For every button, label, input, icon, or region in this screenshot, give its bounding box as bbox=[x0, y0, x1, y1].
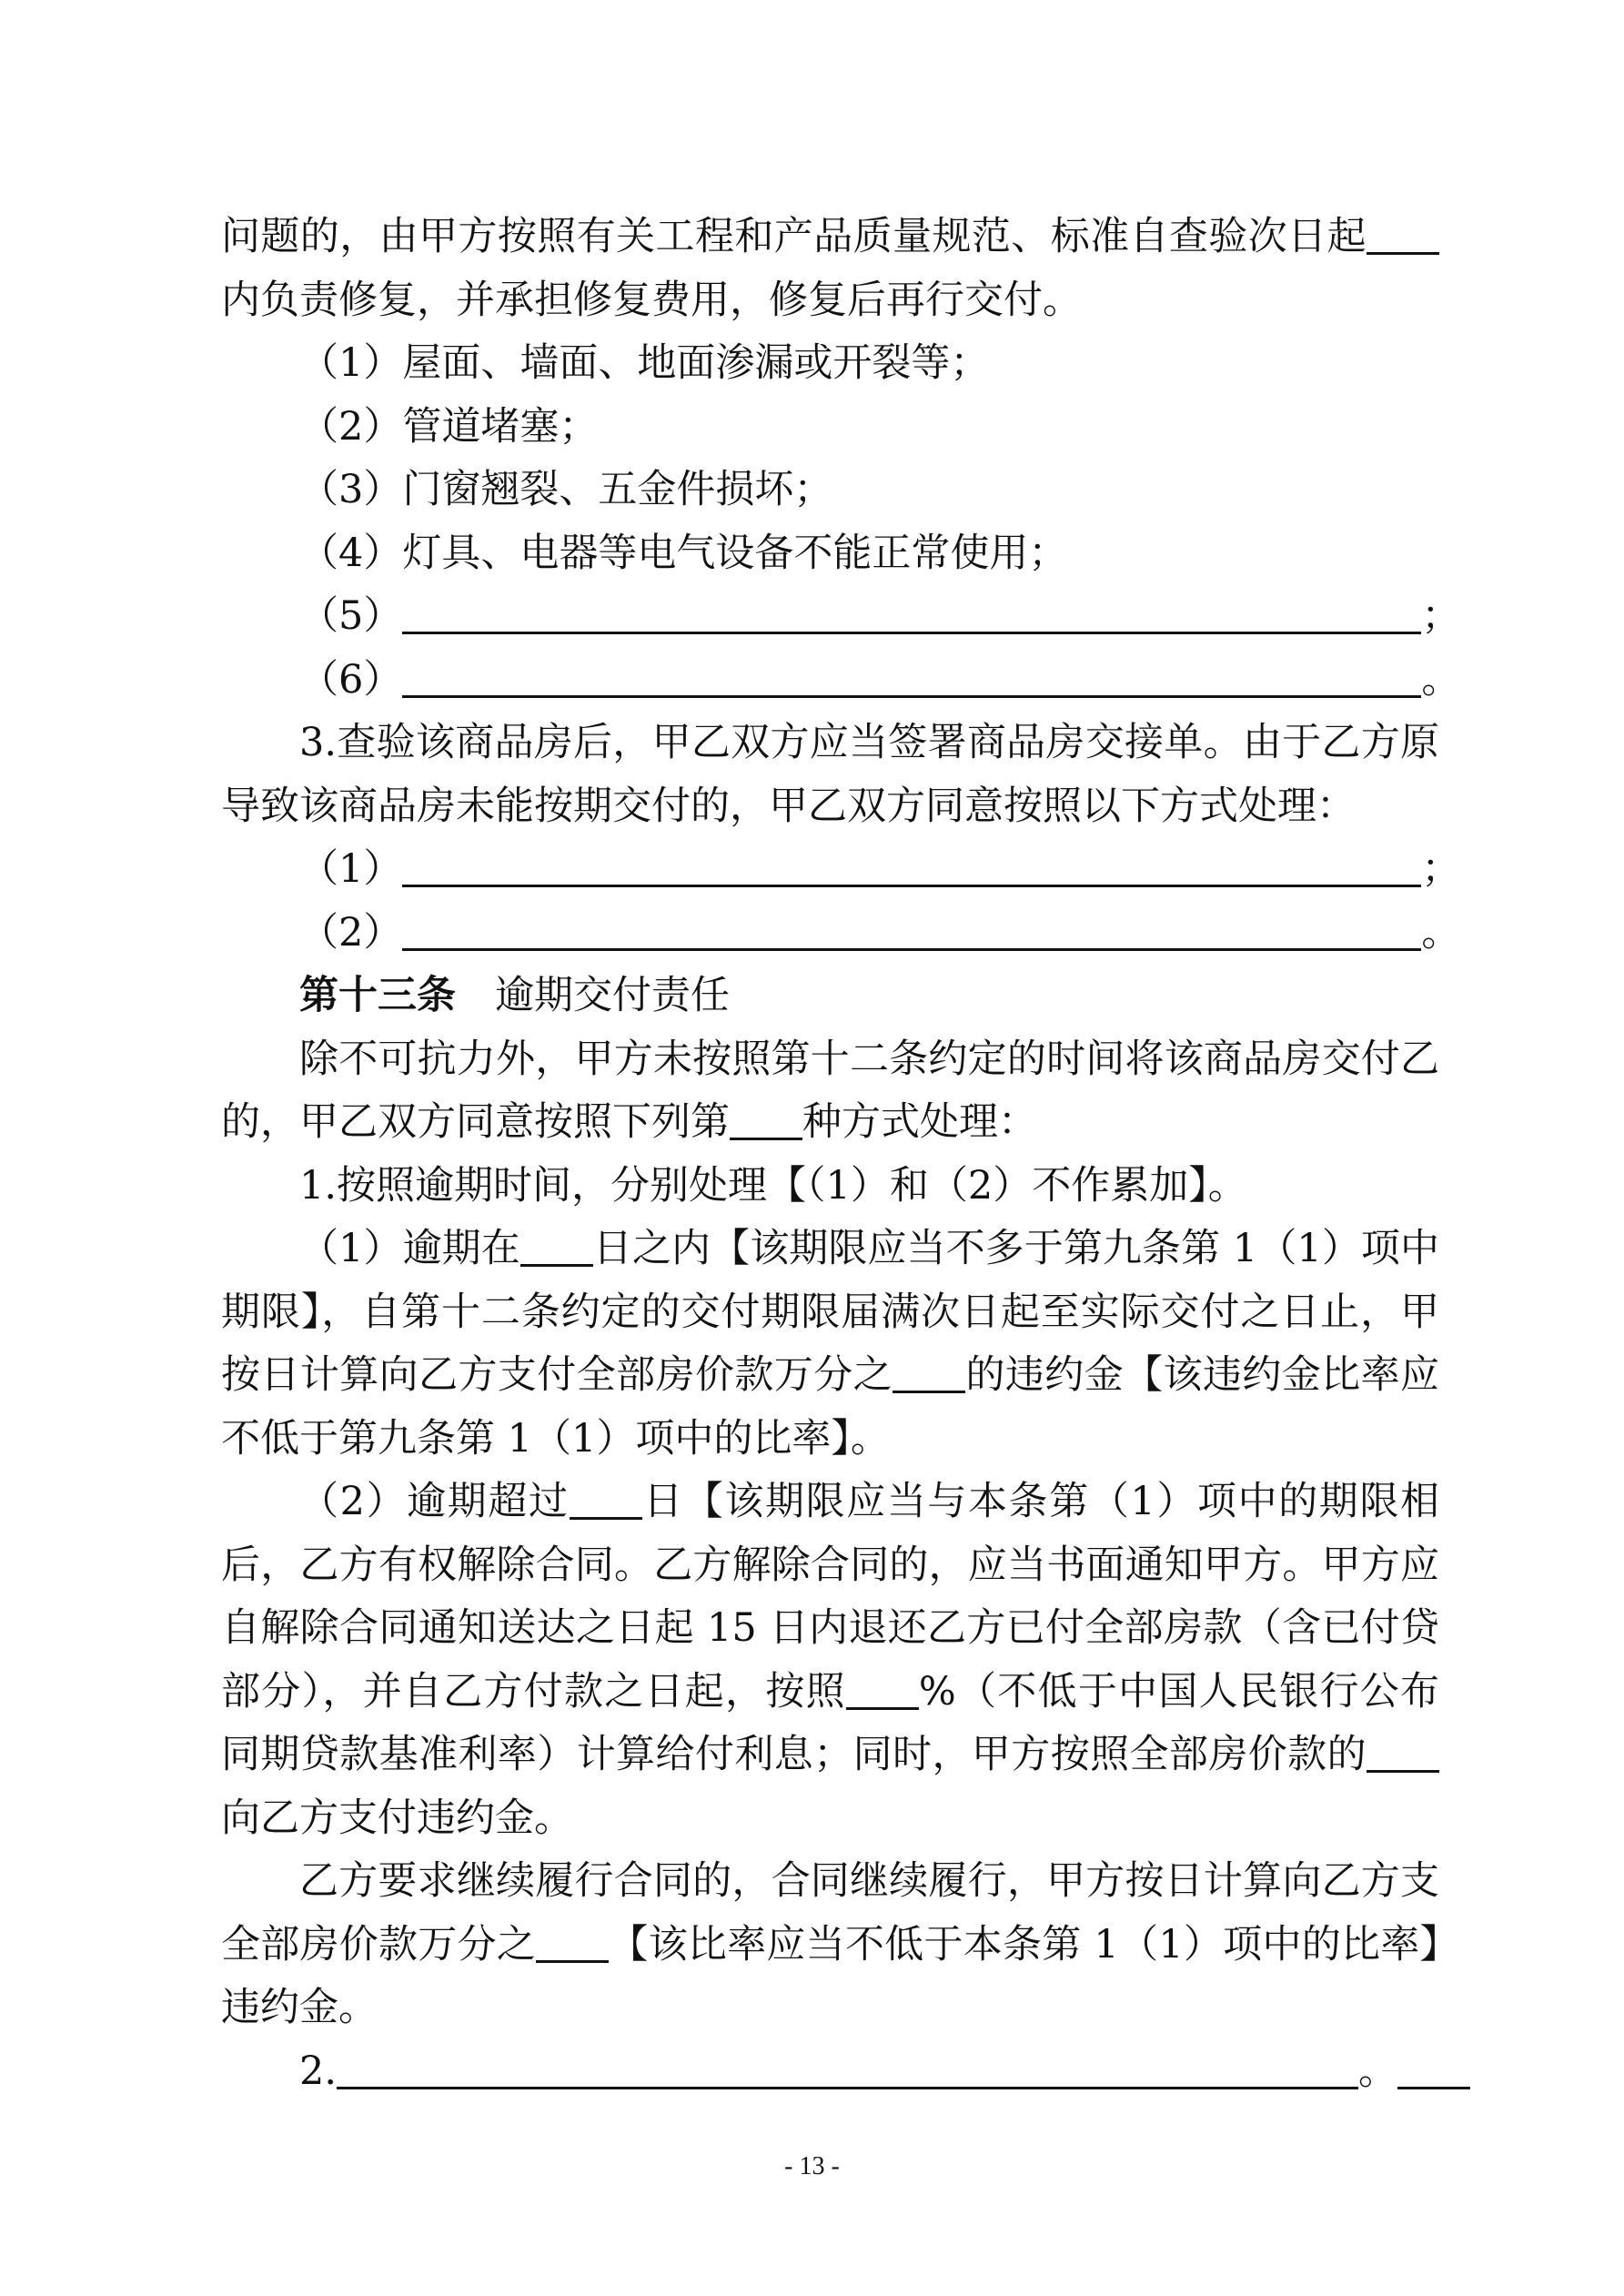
text-line bbox=[221, 395, 1439, 459]
text-line bbox=[221, 1849, 1439, 1913]
text-segment: （2）逾期超过 bbox=[299, 1479, 570, 1524]
text-line bbox=[221, 1786, 1439, 1850]
text-line bbox=[221, 774, 1439, 838]
fill-in-blank[interactable] bbox=[402, 901, 1421, 951]
text-line bbox=[221, 1533, 1439, 1597]
text-segment: 同期贷款基准利率）计算给付利息；同时，甲方按照全部房价款的 bbox=[221, 1732, 1367, 1777]
fill-in-blank[interactable] bbox=[536, 1913, 609, 1963]
text-segment: （5） bbox=[299, 593, 403, 639]
text-segment: 【该比率应当不低于本条第 1（1）项中的比率】 bbox=[609, 1921, 1439, 1967]
text-line bbox=[221, 1470, 1439, 1533]
text-segment: 部分），并自乙方付款之日起，按照 bbox=[221, 1668, 846, 1714]
text-segment: 种方式处理： bbox=[802, 1099, 1037, 1145]
text-segment: （4）灯具、电器等电气设备不能正常使用； bbox=[299, 530, 1068, 576]
text-line bbox=[221, 711, 1439, 774]
text-segment: 日【该期限应当与本条第（1）项中的期限相 bbox=[641, 1479, 1439, 1524]
page-number: - 13 - bbox=[784, 2152, 840, 2180]
text-segment: 自解除合同通知送达之日起 15 日内退还乙方已付全部房款（含已付贷 bbox=[221, 1605, 1439, 1651]
text-segment: （1） bbox=[299, 846, 403, 892]
text-line bbox=[221, 1723, 1439, 1786]
text-segment: 向乙方支付违约金。 bbox=[221, 1795, 573, 1841]
text-line bbox=[221, 584, 1461, 648]
text-segment: （6） bbox=[299, 656, 403, 703]
text-line bbox=[221, 1154, 1439, 1218]
text-segment: ； bbox=[1421, 593, 1461, 639]
text-segment: （3）门窗翘裂、五金件损坏； bbox=[299, 467, 833, 512]
text-segment: 。 bbox=[1421, 656, 1461, 703]
text-segment: 按日计算向乙方支付全部房价款万分之 bbox=[221, 1352, 893, 1398]
text-line bbox=[221, 1217, 1439, 1280]
text-segment: 。 bbox=[1358, 2048, 1398, 2094]
text-line bbox=[221, 1596, 1439, 1660]
text-line bbox=[221, 1407, 1439, 1471]
text-line bbox=[221, 205, 1439, 268]
text-line bbox=[221, 1090, 1439, 1154]
text-line bbox=[221, 521, 1439, 585]
text-segment: 乙方要求继续履行合同的，合同继续履行，甲方按日计算向乙方支 bbox=[299, 1858, 1439, 1904]
text-segment: 的违约金【该违约金比率应 bbox=[965, 1352, 1439, 1398]
fill-in-blank[interactable] bbox=[1367, 205, 1439, 255]
article-heading: 第十三条 bbox=[299, 973, 456, 1018]
fill-in-blank[interactable] bbox=[846, 1660, 919, 1710]
text-segment: 日之内【该期限应当不多于第九条第 1（1）项中 bbox=[592, 1226, 1439, 1271]
text-line bbox=[221, 1027, 1439, 1091]
text-segment: 问题的，由甲方按照有关工程和产品质量规范、标准自查验次日起 bbox=[221, 214, 1367, 259]
fill-in-blank[interactable] bbox=[337, 2039, 1358, 2089]
text-segment: 全部房价款万分之 bbox=[221, 1921, 537, 1967]
text-segment: 1.按照逾期时间，分别处理【（1）和（2）不作累加】。 bbox=[299, 1162, 1247, 1209]
text-segment: 3.查验该商品房后，甲乙双方应当签署商品房交接单。由于乙方原 bbox=[299, 720, 1439, 765]
fill-in-blank[interactable] bbox=[1397, 2039, 1470, 2089]
text-line bbox=[221, 1343, 1439, 1407]
text-segment: 。 bbox=[1421, 909, 1461, 956]
text-segment: 内负责修复，并承担修复费用，修复后再行交付。 bbox=[221, 277, 1082, 323]
text-line bbox=[221, 901, 1461, 965]
fill-in-blank[interactable] bbox=[520, 1217, 593, 1267]
text-segment: 导致该商品房未能按期交付的，甲乙双方同意按照以下方式处理： bbox=[221, 783, 1356, 829]
text-line bbox=[221, 1976, 1439, 2039]
text-line bbox=[221, 837, 1461, 901]
text-segment: 不低于第九条第 1（1）项中的比率】。 bbox=[221, 1415, 890, 1462]
text-segment: 除不可抗力外，甲方未按照第十二条约定的时间将该商品房交付乙 bbox=[299, 1036, 1439, 1082]
text-line bbox=[221, 2039, 1439, 2103]
text-segment: 逾期交付责任 bbox=[456, 973, 730, 1018]
text-segment: （2）管道堵塞； bbox=[299, 403, 599, 450]
fill-in-blank[interactable] bbox=[1367, 1723, 1439, 1773]
text-line bbox=[221, 331, 1439, 395]
text-segment: 后，乙方有权解除合同。乙方解除合同的，应当书面通知甲方。甲方应 bbox=[221, 1542, 1439, 1588]
text-segment: ； bbox=[1421, 846, 1461, 892]
text-line bbox=[221, 1913, 1439, 1977]
text-segment: 违约金。 bbox=[221, 1985, 378, 2030]
text-segment: 2. bbox=[299, 2048, 338, 2094]
text-line bbox=[221, 648, 1461, 712]
fill-in-blank[interactable] bbox=[893, 1343, 965, 1393]
text-line bbox=[221, 1660, 1439, 1724]
text-line bbox=[221, 1280, 1439, 1344]
text-segment: （1）屋面、墙面、地面渗漏或开裂等； bbox=[299, 340, 990, 386]
fill-in-blank[interactable] bbox=[402, 648, 1421, 698]
fill-in-blank[interactable] bbox=[730, 1090, 802, 1140]
fill-in-blank[interactable] bbox=[402, 584, 1421, 634]
text-segment: %（不低于中国人民银行公布 bbox=[918, 1668, 1439, 1714]
text-line bbox=[221, 964, 1439, 1027]
text-line bbox=[221, 268, 1439, 332]
text-segment: 期限】，自第十二条约定的交付期限届满次日起至实际交付之日止，甲 bbox=[221, 1289, 1439, 1335]
text-segment: （2） bbox=[299, 909, 403, 956]
text-segment: （1）逾期在 bbox=[299, 1226, 520, 1271]
fill-in-blank[interactable] bbox=[570, 1470, 642, 1520]
text-line bbox=[221, 458, 1439, 521]
fill-in-blank[interactable] bbox=[402, 837, 1421, 887]
text-segment: 的，甲乙双方同意按照下列第 bbox=[221, 1099, 730, 1145]
